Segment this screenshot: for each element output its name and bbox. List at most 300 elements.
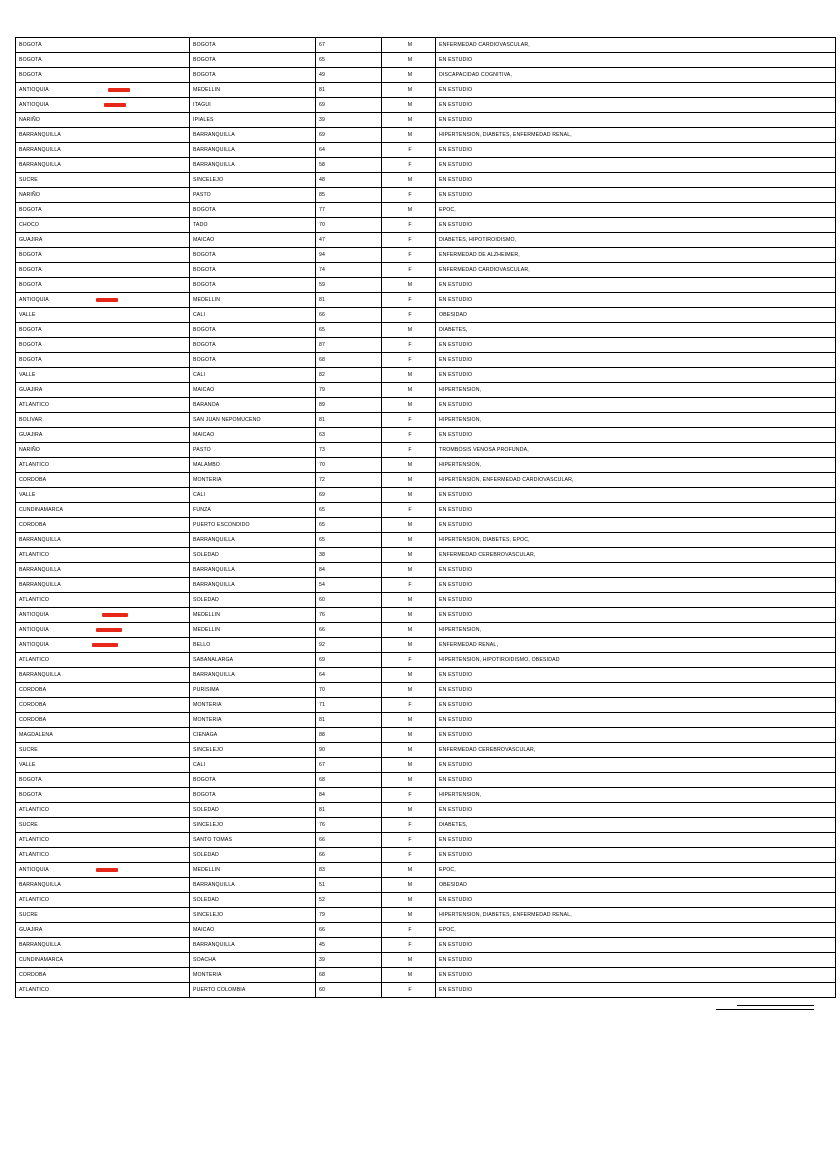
cell-age: 81 [316,803,382,818]
table-row [16,848,836,863]
cell-sex: M [382,533,436,548]
cell-city: BOGOTA [190,788,316,803]
cell-sex: M [382,83,436,98]
cell-sex: M [382,173,436,188]
table-row [16,353,836,368]
cell-age: 69 [316,488,382,503]
cell-sex: M [382,563,436,578]
cell-department: BOGOTA [16,263,190,278]
cell-age: 68 [316,968,382,983]
cell-sex: M [382,668,436,683]
redaction-mark [96,868,118,872]
cell-conditions: HIPERTENSION, [436,458,836,473]
table-row [16,953,836,968]
cell-city: SOLEDAD [190,548,316,563]
cell-sex: M [382,548,436,563]
cell-city: BARRANQUILLA [190,563,316,578]
cell-department: ATLANTICO [16,983,190,998]
redaction-mark [108,88,130,92]
cell-conditions: EN ESTUDIO [436,173,836,188]
cell-sex: M [382,518,436,533]
table-row [16,473,836,488]
cell-conditions: EN ESTUDIO [436,428,836,443]
cell-city: BOGOTA [190,338,316,353]
table-row [16,503,836,518]
cell-conditions: EN ESTUDIO [436,83,836,98]
cell-department: SUCRE [16,818,190,833]
cell-department: BOGOTA [16,773,190,788]
cell-city: BARRANQUILLA [190,158,316,173]
cell-city: CALI [190,368,316,383]
cell-conditions: EN ESTUDIO [436,713,836,728]
cell-department: BOGOTA [16,278,190,293]
cell-department: ATLANTICO [16,653,190,668]
cell-conditions: EN ESTUDIO [436,113,836,128]
table-row [16,338,836,353]
cell-conditions: DIABETES, HIPOTIROIDISMO, [436,233,836,248]
cell-city: SOLEDAD [190,593,316,608]
cell-sex: M [382,623,436,638]
cell-conditions: OBESIDAD [436,878,836,893]
cell-age: 60 [316,983,382,998]
cell-city: BOGOTA [190,278,316,293]
redaction-mark [102,613,128,617]
cell-conditions: DIABETES, [436,818,836,833]
table-row [16,113,836,128]
cell-conditions: HIPERTENSION, [436,383,836,398]
cell-city: BARRANQUILLA [190,578,316,593]
cell-sex: M [382,38,436,53]
cell-sex: F [382,503,436,518]
cell-city: CALI [190,488,316,503]
cell-conditions: ENFERMEDAD CEREBROVASCULAR, [436,548,836,563]
cell-city: SABANALARGA [190,653,316,668]
table-row [16,38,836,53]
cell-department: CORDOBA [16,683,190,698]
table-row [16,413,836,428]
cell-age: 81 [316,713,382,728]
cell-city: SOLEDAD [190,803,316,818]
cell-conditions: EN ESTUDIO [436,608,836,623]
table-row [16,458,836,473]
cell-conditions: HIPERTENSION, [436,413,836,428]
cell-city: MONTERIA [190,713,316,728]
cell-age: 76 [316,818,382,833]
cell-conditions: EPOC, [436,923,836,938]
cell-city: MAICAO [190,383,316,398]
cell-city: BARRANQUILLA [190,878,316,893]
cell-department: BARRANQUILLA [16,128,190,143]
table-row [16,773,836,788]
cell-conditions: EN ESTUDIO [436,503,836,518]
cell-age: 89 [316,398,382,413]
cell-conditions: TROMBOSIS VENOSA PROFUNDA, [436,443,836,458]
cell-city: BOGOTA [190,203,316,218]
cell-conditions: ENFERMEDAD DE ALZHEIMER, [436,248,836,263]
cell-city: MAICAO [190,923,316,938]
cell-sex: M [382,683,436,698]
table-row [16,233,836,248]
cell-age: 63 [316,428,382,443]
cell-age: 39 [316,953,382,968]
cell-city: BOGOTA [190,68,316,83]
table-row [16,938,836,953]
cell-age: 60 [316,593,382,608]
cell-department: BARRANQUILLA [16,563,190,578]
cell-city: SAN JUAN NEPOMUCENO [190,413,316,428]
table-row [16,818,836,833]
cell-age: 49 [316,68,382,83]
cell-age: 45 [316,938,382,953]
table-row [16,683,836,698]
cell-conditions: EN ESTUDIO [436,188,836,203]
cell-age: 84 [316,788,382,803]
cell-sex: F [382,848,436,863]
cell-age: 90 [316,743,382,758]
case-table-container [15,37,815,998]
cell-city: BOGOTA [190,53,316,68]
cell-department: ANTIOQUIA [16,98,190,113]
cell-city: CALI [190,308,316,323]
cell-department: CUNDINAMARCA [16,953,190,968]
cell-age: 66 [316,623,382,638]
cell-conditions: EN ESTUDIO [436,218,836,233]
cell-age: 59 [316,278,382,293]
cell-age: 69 [316,128,382,143]
cell-sex: F [382,983,436,998]
cell-conditions: EN ESTUDIO [436,983,836,998]
table-row [16,83,836,98]
cell-department: VALLE [16,758,190,773]
table-row [16,368,836,383]
cell-conditions: EN ESTUDIO [436,353,836,368]
cell-sex: M [382,773,436,788]
cell-city: SOLEDAD [190,848,316,863]
cell-age: 70 [316,458,382,473]
table-row [16,623,836,638]
cell-conditions: EN ESTUDIO [436,833,836,848]
cell-conditions: EN ESTUDIO [436,698,836,713]
table-row [16,728,836,743]
cell-sex: M [382,488,436,503]
cell-city: BARRANQUILLA [190,668,316,683]
table-row [16,173,836,188]
cell-conditions: EN ESTUDIO [436,563,836,578]
cell-conditions: EN ESTUDIO [436,668,836,683]
stray-rule-1 [716,1009,814,1010]
cell-department: ANTIOQUIA [16,863,190,878]
table-row [16,248,836,263]
cell-age: 72 [316,473,382,488]
cell-conditions: EN ESTUDIO [436,488,836,503]
cell-department: BOGOTA [16,353,190,368]
table-row [16,983,836,998]
cell-sex: M [382,203,436,218]
cell-department: ATLANTICO [16,833,190,848]
cell-department: CUNDINAMARCA [16,503,190,518]
cell-age: 70 [316,683,382,698]
cell-city: BELLO [190,638,316,653]
cell-city: MONTERIA [190,473,316,488]
cell-city: BARRANQUILLA [190,128,316,143]
cell-department: ATLANTICO [16,458,190,473]
table-row [16,188,836,203]
cell-department: BOGOTA [16,338,190,353]
table-row [16,563,836,578]
cell-sex: M [382,368,436,383]
cell-conditions: HIPERTENSION, DIABETES, ENFERMEDAD RENAL, [436,908,836,923]
table-row [16,518,836,533]
cell-department: BOGOTA [16,323,190,338]
table-row [16,698,836,713]
cell-department: BARRANQUILLA [16,578,190,593]
table-row [16,203,836,218]
cell-age: 66 [316,833,382,848]
cell-department: CHOCO [16,218,190,233]
table-row [16,878,836,893]
cell-conditions: HIPERTENSION, [436,623,836,638]
cell-conditions: EN ESTUDIO [436,278,836,293]
cell-city: MEDELLIN [190,293,316,308]
cell-sex: F [382,428,436,443]
cell-city: PURISIMA [190,683,316,698]
table-row [16,98,836,113]
cell-sex: F [382,938,436,953]
cell-department: NARIÑO [16,443,190,458]
cell-age: 52 [316,893,382,908]
cell-age: 54 [316,578,382,593]
cell-age: 67 [316,758,382,773]
cell-sex: F [382,188,436,203]
cell-age: 92 [316,638,382,653]
cell-department: BOGOTA [16,53,190,68]
cell-department: GUAJIRA [16,383,190,398]
cell-city: PUERTO COLOMBIA [190,983,316,998]
cell-city: MEDELLIN [190,83,316,98]
cell-age: 65 [316,323,382,338]
cell-sex: F [382,263,436,278]
table-row [16,593,836,608]
cell-sex: F [382,308,436,323]
table-row [16,548,836,563]
cell-age: 51 [316,878,382,893]
cell-sex: F [382,143,436,158]
table-row [16,68,836,83]
cell-department: ATLANTICO [16,848,190,863]
cell-city: BOGOTA [190,248,316,263]
cell-sex: M [382,893,436,908]
cell-age: 79 [316,383,382,398]
case-table-body [16,38,836,998]
table-row [16,653,836,668]
cell-sex: M [382,398,436,413]
table-row [16,263,836,278]
cell-conditions: EN ESTUDIO [436,158,836,173]
cell-age: 74 [316,263,382,278]
cell-city: SINCELEJO [190,173,316,188]
cell-sex: M [382,323,436,338]
table-row [16,758,836,773]
table-row [16,833,836,848]
cell-city: MEDELLIN [190,608,316,623]
cell-age: 68 [316,773,382,788]
redaction-mark [96,628,122,632]
cell-city: BOGOTA [190,773,316,788]
cell-department: BOLIVAR [16,413,190,428]
table-row [16,863,836,878]
cell-conditions: EN ESTUDIO [436,593,836,608]
table-row [16,578,836,593]
cell-conditions: EN ESTUDIO [436,578,836,593]
cell-age: 66 [316,308,382,323]
cell-department: ATLANTICO [16,593,190,608]
cell-age: 58 [316,158,382,173]
cell-age: 65 [316,533,382,548]
table-row [16,743,836,758]
cell-sex: F [382,248,436,263]
cell-city: FUNZA [190,503,316,518]
cell-city: MAICAO [190,233,316,248]
cell-department: SUCRE [16,743,190,758]
cell-conditions: EN ESTUDIO [436,893,836,908]
cell-conditions: HIPERTENSION, ENFERMEDAD CARDIOVASCULAR, [436,473,836,488]
cell-sex: F [382,923,436,938]
cell-city: IPIALES [190,113,316,128]
table-row [16,668,836,683]
cell-sex: M [382,803,436,818]
cell-department: BARRANQUILLA [16,878,190,893]
cell-age: 88 [316,728,382,743]
cell-age: 65 [316,53,382,68]
cell-age: 83 [316,863,382,878]
cell-city: ITAGUI [190,98,316,113]
cell-city: SINCELEJO [190,908,316,923]
cell-city: BARRANQUILLA [190,143,316,158]
cell-sex: F [382,353,436,368]
cell-department: ATLANTICO [16,398,190,413]
cell-sex: M [382,593,436,608]
cell-sex: F [382,338,436,353]
cell-city: BOGOTA [190,323,316,338]
cell-department: VALLE [16,308,190,323]
cell-department: BARRANQUILLA [16,143,190,158]
cell-city: TADO [190,218,316,233]
cell-age: 69 [316,653,382,668]
cell-city: CALI [190,758,316,773]
cell-department: ATLANTICO [16,893,190,908]
cell-sex: M [382,728,436,743]
cell-city: SINCELEJO [190,743,316,758]
cell-conditions: EN ESTUDIO [436,338,836,353]
cell-sex: F [382,818,436,833]
cell-city: SANTO TOMAS [190,833,316,848]
cell-conditions: EN ESTUDIO [436,848,836,863]
cell-age: 82 [316,368,382,383]
cell-department: ANTIOQUIA [16,293,190,308]
table-row [16,488,836,503]
cell-sex: F [382,698,436,713]
cell-department: GUAJIRA [16,233,190,248]
cell-city: SOACHA [190,953,316,968]
cell-department: NARIÑO [16,113,190,128]
table-row [16,803,836,818]
cell-sex: M [382,383,436,398]
cell-city: MONTERIA [190,968,316,983]
stray-rule-2 [737,1005,814,1006]
cell-conditions: EN ESTUDIO [436,953,836,968]
cell-department: SUCRE [16,173,190,188]
table-row [16,323,836,338]
cell-age: 39 [316,113,382,128]
table-row [16,533,836,548]
cell-conditions: DISCAPACIDAD COGNITIVA, [436,68,836,83]
cell-sex: M [382,53,436,68]
cell-conditions: EN ESTUDIO [436,938,836,953]
cell-age: 71 [316,698,382,713]
table-row [16,608,836,623]
cell-sex: M [382,863,436,878]
cell-department: BOGOTA [16,203,190,218]
cell-sex: M [382,878,436,893]
redaction-mark [92,643,118,647]
cell-conditions: ENFERMEDAD CARDIOVASCULAR, [436,263,836,278]
cell-conditions: EN ESTUDIO [436,398,836,413]
cell-conditions: HIPERTENSION, [436,788,836,803]
cell-city: CIENAGA [190,728,316,743]
table-row [16,53,836,68]
cell-age: 48 [316,173,382,188]
cell-department: ANTIOQUIA [16,608,190,623]
cell-department: BARRANQUILLA [16,158,190,173]
case-table [15,37,836,998]
cell-department: CORDOBA [16,968,190,983]
cell-conditions: EN ESTUDIO [436,368,836,383]
table-row [16,713,836,728]
cell-age: 70 [316,218,382,233]
cell-sex: M [382,98,436,113]
cell-sex: F [382,833,436,848]
cell-conditions: HIPERTENSION, HIPOTIROIDISMO, OBESIDAD [436,653,836,668]
table-row [16,128,836,143]
cell-sex: F [382,653,436,668]
cell-sex: M [382,278,436,293]
cell-sex: M [382,908,436,923]
table-row [16,428,836,443]
cell-department: BARRANQUILLA [16,938,190,953]
cell-department: CORDOBA [16,713,190,728]
cell-sex: F [382,578,436,593]
cell-department: MAGDALENA [16,728,190,743]
table-row [16,788,836,803]
cell-age: 85 [316,188,382,203]
cell-age: 47 [316,233,382,248]
cell-department: BOGOTA [16,38,190,53]
cell-conditions: EN ESTUDIO [436,293,836,308]
cell-city: BOGOTA [190,353,316,368]
cell-city: BARANOA [190,398,316,413]
cell-sex: M [382,743,436,758]
cell-sex: F [382,293,436,308]
cell-age: 77 [316,203,382,218]
cell-department: BOGOTA [16,788,190,803]
cell-sex: M [382,638,436,653]
cell-sex: F [382,218,436,233]
cell-department: VALLE [16,488,190,503]
cell-sex: M [382,713,436,728]
cell-department: CORDOBA [16,698,190,713]
cell-age: 73 [316,443,382,458]
table-row [16,383,836,398]
